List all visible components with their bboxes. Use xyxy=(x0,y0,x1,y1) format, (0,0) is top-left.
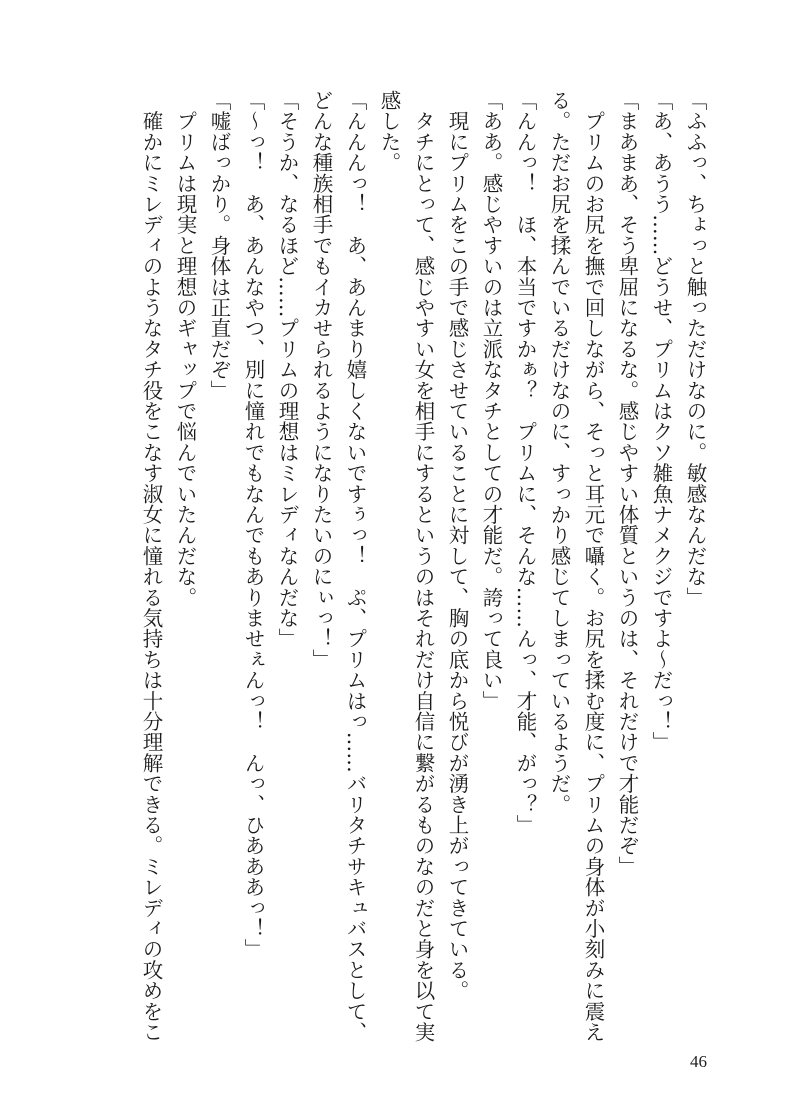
text-line: 「嘘ばっかり。身体は正直だぞ」 xyxy=(207,90,231,401)
vertical-text-body xyxy=(134,90,712,1043)
text-line: 確かにミレディのようなタチ役をこなす淑女に憧れる気持ちは十分理解できる。ミレディの攻めをこ xyxy=(139,90,163,1043)
text-line: 「そうか、なるほど……プリムの理想はミレディなんだな」 xyxy=(275,90,299,649)
text-line: 「んんんっ！ あ、あんまり嬉しくないですぅっ！ ぷ、プリムはっ……バリタチサキュバスとして、 xyxy=(343,90,367,1043)
text-line: 「ふふっ、ちょっと触っただけなのに。敏感なんだな」 xyxy=(683,90,707,608)
text-line: 現にプリムをこの手で感じさせていることに対して、胸の底から悦びが湧き上がってきている。 xyxy=(445,90,469,1001)
text-line: どんな種族相手でもイカせられるようになりたいのにぃっ！」 xyxy=(309,90,333,670)
text-line: 感した。 xyxy=(377,90,401,173)
text-line: プリムのお尻を撫で回しながら、そっと耳元で囁く。お尻を揉む度に、プリムの身体が小刻みに震え xyxy=(581,90,605,1043)
text-line: タチにとって、感じやすい女を相手にするというのはそれだけ自信に繋がるものなのだと身を以て実 xyxy=(411,90,435,1043)
text-line: 「あ、あうう……どうせ、プリムはクソ雑魚ナメクジですよ～だっ！」 xyxy=(649,90,673,753)
text-line: プリムは現実と理想のギャップで悩んでいたんだな。 xyxy=(173,90,197,608)
text-line: る。ただお尻を揉んでいるだけなのに、すっかり感じてしまっているようだ。 xyxy=(547,90,571,815)
text-line: 「ああ。感じやすいのは立派なタチとしての才能だ。誇って良い」 xyxy=(479,90,503,711)
page-number: 46 xyxy=(690,1052,707,1071)
text-line: 「～っ！ あ、あんなやつ、別に憧れでもなんでもありませぇんっ！ んっ、ひあああっ！」 xyxy=(241,90,265,960)
text-line: 「んんっ！ ほ、本当ですかぁ？ プリムに、そんな……んっ、才能、がっ？」 xyxy=(513,90,537,836)
text-line: 「まあまあ、そう卑屈になるな。感じやすい体質というのは、それだけで才能だぞ」 xyxy=(615,90,639,877)
